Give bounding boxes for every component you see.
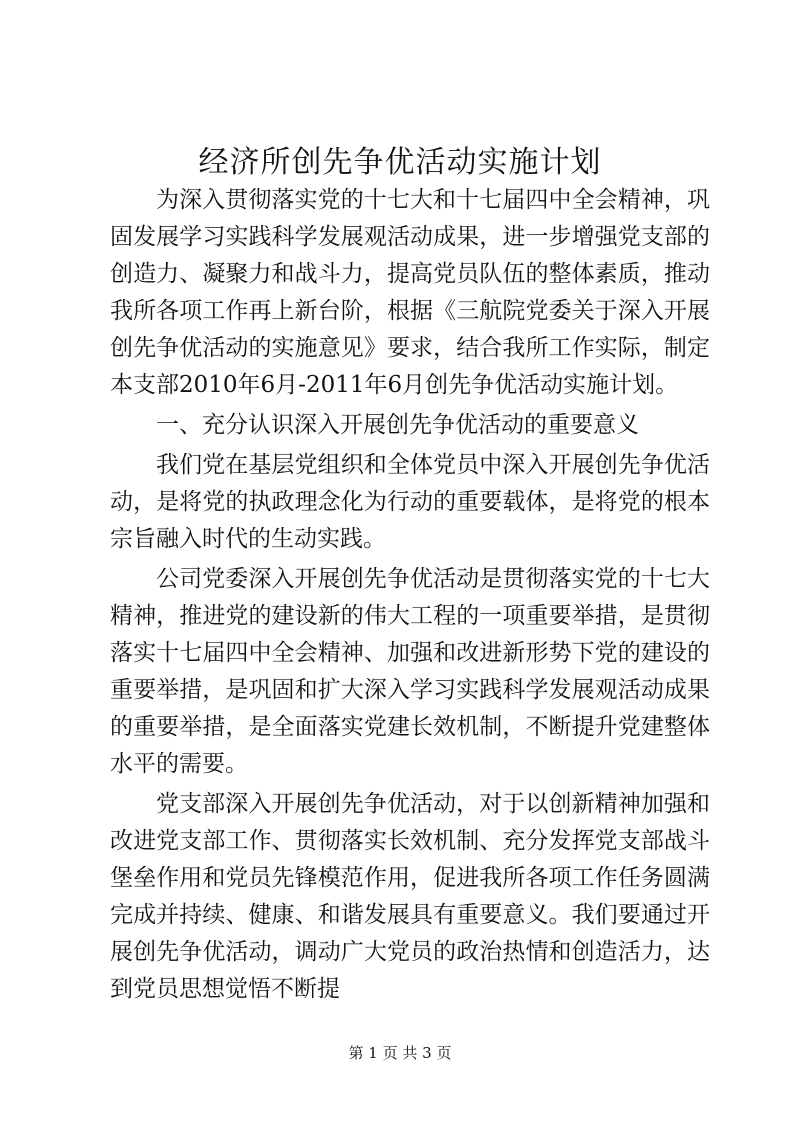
paragraph-branch-significance: 党支部深入开展创先争优活动，对于以创新精神加强和改进党支部工作、贯彻落实长效机制、充分发挥党支部战斗堡垒作用和党员先锋模范作用，促进我所各项工作任务圆满完成并持续、健康、和谐发展具有重要意义。我们要通过开展创先争优活动，调动广大党员的政治热情和创造活力，达到党员思想觉悟不断提 <box>110 791 710 1002</box>
page-footer: 第 1 页 共 3 页 <box>348 1044 452 1062</box>
paragraph-company-committee: 公司党委深入开展创先争优活动是贯彻落实党的十七大精神，推进党的建设新的伟大工程的一项重要举措，是贯彻落实十七届四中全会精神、加强和改进新形势下党的建设的重要举措，是巩固和扩大深入学习实践科学发展观活动成果的重要举措，是全面落实党建长效机制，不断提升党建整体水平的需要。 <box>110 566 710 777</box>
document-body <box>110 182 710 1011</box>
paragraph-party-practice: 我们党在基层党组织和全体党员中深入开展创先争优活动，是将党的执政理念化为行动的重要载体，是将党的根本宗旨融入时代的生动实践。 <box>110 452 710 552</box>
section-heading-1: 一、充分认识深入开展创先争优活动的重要意义 <box>156 412 639 438</box>
paragraph-intro: 为深入贯彻落实党的十七大和十七届四中全会精神，巩固发展学习实践科学发展观活动成果，进一步增强党支部的创造力、凝聚力和战斗力，提高党员队伍的整体素质，推动我所各项工作再上新台阶，根据《三航院党委关于深入开展创先争优活动的实施意见》要求，结合我所工作实际，制定本支部2010年6月-2011年6月创先争优活动实施计划。 <box>110 187 710 398</box>
document-title: 经济所创先争优活动实施计划 <box>198 145 602 180</box>
